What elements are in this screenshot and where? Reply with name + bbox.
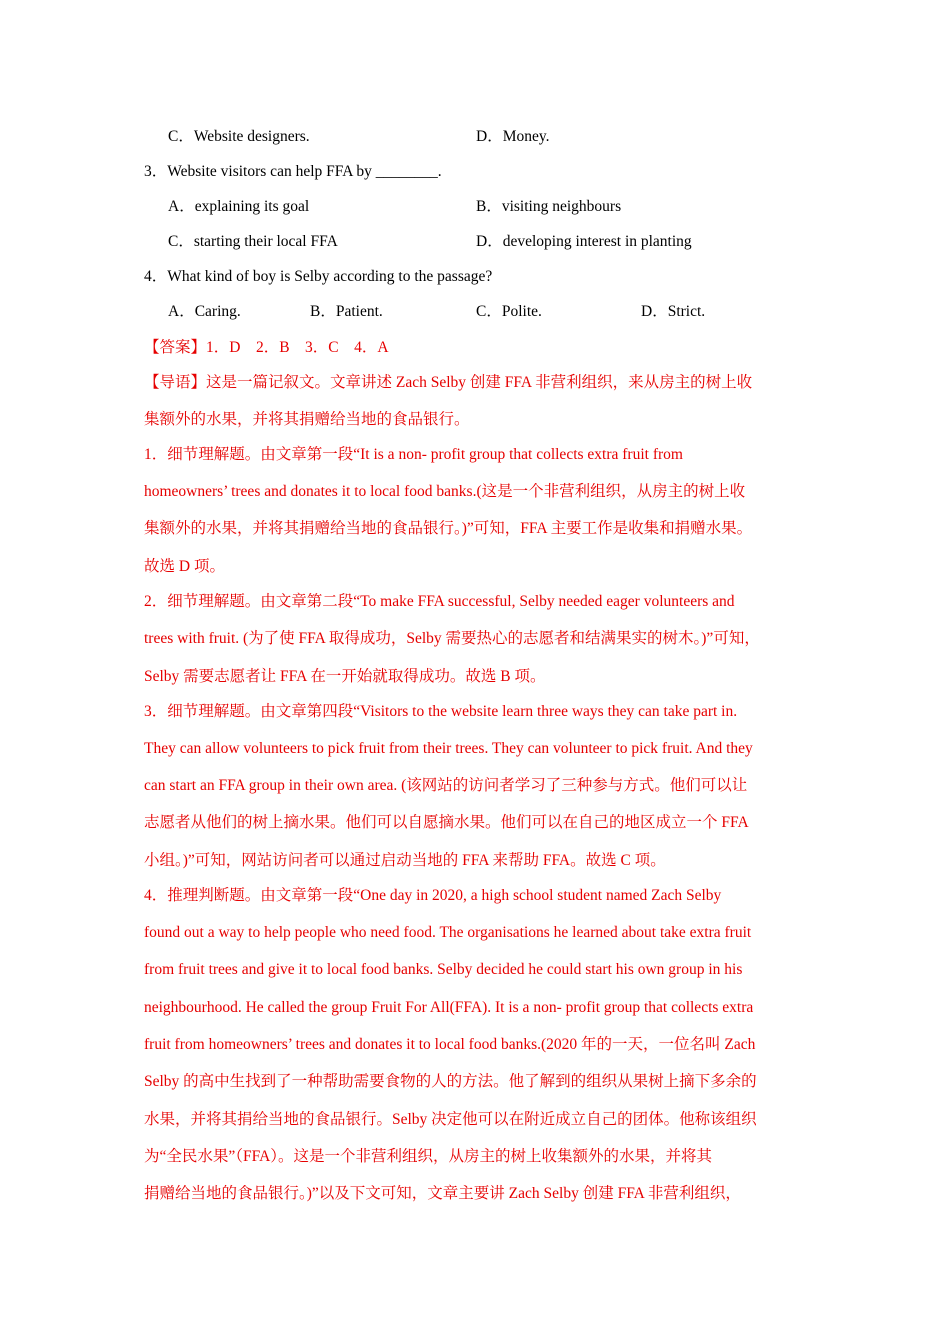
q3-option-c: C．starting their local FFA <box>168 233 338 250</box>
q4-option-d: D．Strict. <box>641 303 706 320</box>
exp2-line-1: 2．细节理解题。由文章第二段“To make FFA successful, Selby needed eager volunteers and <box>144 593 735 610</box>
q4-option-b: B．Patient. <box>310 303 383 320</box>
q3-option-b: B．visiting neighbours <box>476 198 622 215</box>
exp1-line-2: homeowners’ trees and donates it to local food banks.(这是一个非营利组织，从房主的树上收 <box>144 483 746 500</box>
q3-option-a: A．explaining its goal <box>168 198 310 215</box>
exp2-line-2: trees with fruit. (为了使 FFA 取得成功，Selby 需要热心的志愿者和结满果实的树木。)”可知， <box>144 630 760 647</box>
q4-stem: 4．What kind of boy is Selby according to the passage? <box>144 268 493 285</box>
q2-option-c: C．Website designers. <box>168 128 310 145</box>
exp4-line-8: 为“全民水果”（FFA）。这是一个非营利组织，从房主的树上收集额外的水果，并将其 <box>144 1148 713 1165</box>
exp1-line-1: 1．细节理解题。由文章第一段“It is a non- profit group that collects extra fruit from <box>144 446 683 463</box>
q2-option-d: D．Money. <box>476 128 550 145</box>
q3-option-d: D．developing interest in planting <box>476 233 692 250</box>
exp3-line-3: can start an FFA group in their own area. (该网站的访问者学习了三种参与方式。他们可以让 <box>144 777 748 794</box>
exp4-line-7: 水果，并将其捐给当地的食品银行。Selby 决定他可以在附近成立自己的团体。他称该组织 <box>144 1111 757 1128</box>
q4-option-a: A．Caring. <box>168 303 241 320</box>
exp1-line-4: 故选 D 项。 <box>144 558 225 575</box>
exp4-line-4: neighbourhood. He called the group Fruit For All(FFA). It is a non- profit group that collects extra <box>144 999 754 1016</box>
q4-option-c: C．Polite. <box>476 303 542 320</box>
guide-line-1: 【导语】这是一篇记叙文。文章讲述 Zach Selby 创建 FFA 非营利组织，来从房主的树上收 <box>144 374 753 391</box>
q3-stem: 3．Website visitors can help FFA by ________. <box>144 163 442 180</box>
exp3-line-2: They can allow volunteers to pick fruit from their trees. They can volunteer to pick fruit. And they <box>144 740 753 757</box>
guide-line-2: 集额外的水果，并将其捐赠给当地的食品银行。 <box>144 411 470 428</box>
exp3-line-1: 3．细节理解题。由文章第四段“Visitors to the website learn three ways they can take part in. <box>144 703 738 720</box>
exp3-line-5: 小组。)”可知，网站访问者可以通过启动当地的 FFA 来帮助 FFA。故选 C 项。 <box>144 852 666 869</box>
exp2-line-3: Selby 需要志愿者让 FFA 在一开始就取得成功。故选 B 项。 <box>144 668 546 685</box>
answer-key: 【答案】1．D 2．B 3．C 4．A <box>144 339 389 356</box>
exp4-line-1: 4．推理判断题。由文章第一段“One day in 2020, a high school student named Zach Selby <box>144 887 722 904</box>
exp4-line-2: found out a way to help people who need food. The organisations he learned about take extra fruit <box>144 924 752 941</box>
exp3-line-4: 志愿者从他们的树上摘水果。他们可以自愿摘水果。他们可以在自己的地区成立一个 FFA <box>144 814 749 831</box>
exp1-line-3: 集额外的水果，并将其捐赠给当地的食品银行。)”可知，FFA 主要工作是收集和捐赠水果。 <box>144 520 753 537</box>
exp4-line-5: fruit from homeowners’ trees and donates it to local food banks.(2020 年的一天，一位名叫 Zach <box>144 1036 756 1053</box>
exp4-line-3: from fruit trees and give it to local food banks. Selby decided he could start his own group in his <box>144 961 743 978</box>
exp4-line-9: 捐赠给当地的食品银行。)”以及下文可知，文章主要讲 Zach Selby 创建 FFA 非营利组织， <box>144 1185 741 1202</box>
exp4-line-6: Selby 的高中生找到了一种帮助需要食物的人的方法。他了解到的组织从果树上摘下多余的 <box>144 1073 757 1090</box>
